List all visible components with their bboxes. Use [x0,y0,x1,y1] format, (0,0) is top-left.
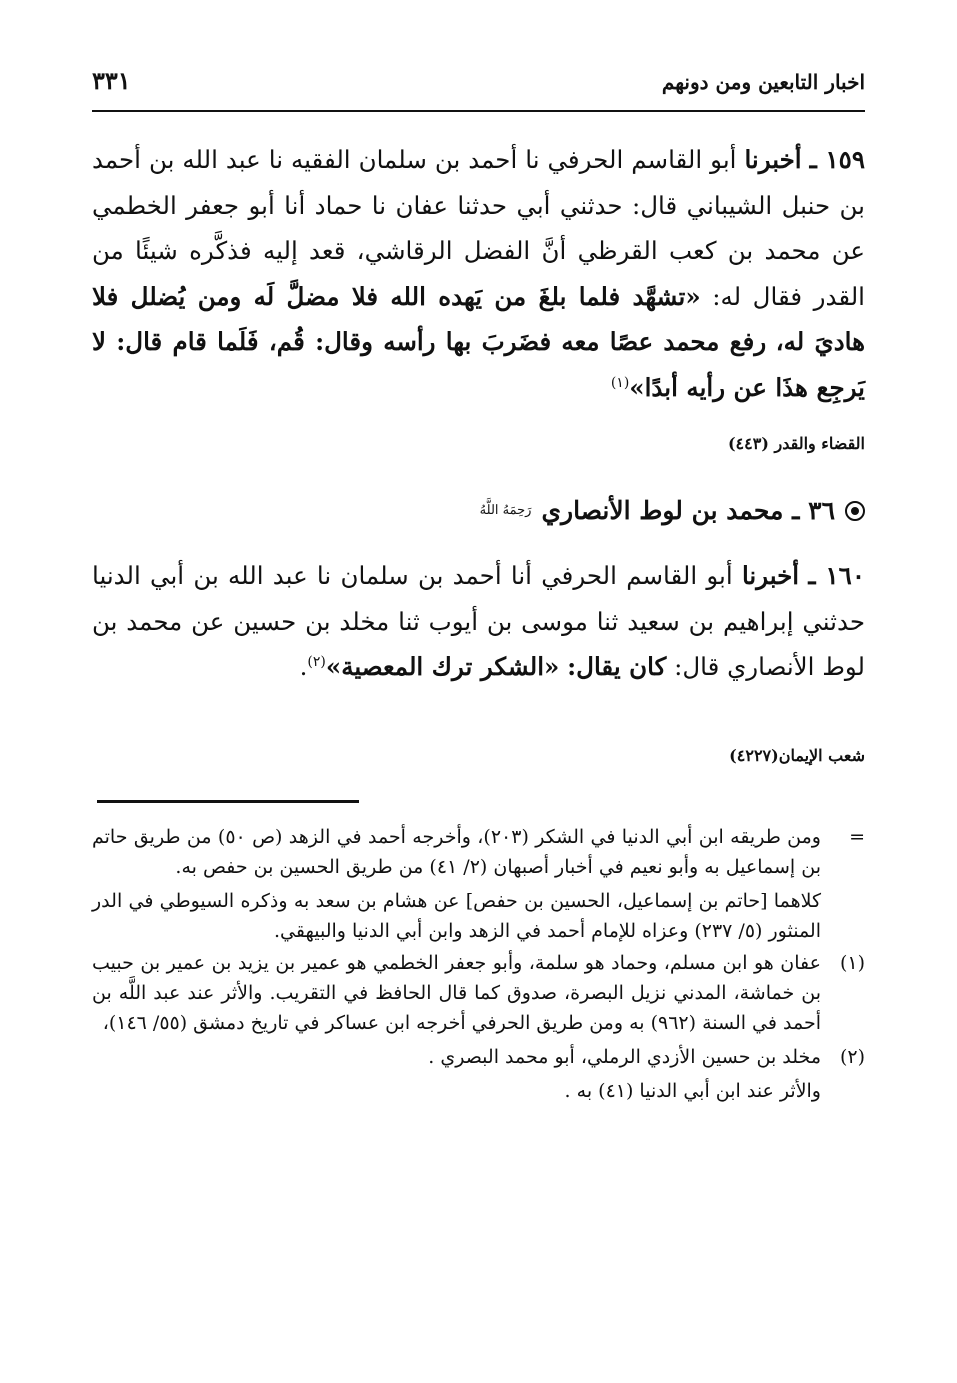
footnote-mark: (١) [839,952,865,974]
footnote-text: مخلد بن حسين الأزدي الرملي، أبو محمد البصري . [428,1046,821,1068]
footnote-continuation: والأثر عند ابن أبي الدنيا (٤١) به . [564,1080,821,1102]
source-reference: شعب الإيمان(٤٢٢٧) [729,746,865,765]
footnote-mark: (٢) [839,1046,865,1068]
footnote-text: عفان هو ابن مسلم، وحماد هو سلمة، وأبو جعفر الخطمي هو عمير بن يزيد بن عمير بن حبيب بن خماشة، المدني نزيل البصرة، صدوق كما قال الحافظ في التقريب. والأثر عند عبد اللَّه بن أحمد في السنة (٩٦٢) به ومن طريق الحرفي أخرجه ابن عساكر في تاريخ دمشق (٥٥/ ١٤٦)، [92,952,821,1034]
hadith-end: . [299,652,308,681]
hadith-number: ١٥٩ ـ [809,145,865,174]
footnote-text: ومن طريقه ابن أبي الدنيا في الشكر (٢٠٣)، وأخرجه أحمد في الزهد (ص ٥٠) من طريق حاتم بن إسماعيل به وأبو نعيم في أخبار أصبهان (٢/ ٤١) من طريق الحسين بن حفص به. [92,826,821,878]
footnote-item [92,948,865,1038]
running-title: اخبار التابعين ومن دونهم [661,70,865,94]
hadith-keyword-2: كان يقال: [567,652,667,681]
footnote-ref: (٢) [307,653,326,670]
flower-icon [845,501,865,521]
footnote-mark: = [849,826,865,848]
hadith-159 [92,137,865,410]
hadith-quote: «الشكر ترك المعصية» [325,652,560,681]
footnote-item [92,822,865,946]
hadith-keyword: أخبرنا [744,145,802,174]
hadith-quote: «تشهَّد فلما بلغَ من يَهده الله فلا مضلَّ لَه ومن يُضلل فلا هاديَ له، [92,281,865,356]
hadith-text: أبو القاسم الحرفي أنا أحمد بن سلمان نا عبد الله بن أبي الدنيا حدثني إبراهيم بن سعيد ثنا موسى بن أيوب ثنا مخلد بن حسين عن محمد بن لوط الأنصاري قال: [92,561,865,681]
honorific: رَحِمَهُ اللَّهُ [479,503,532,518]
chapter-title: ٣٦ ـ محمد بن لوط الأنصاري [541,496,835,525]
hadith-160 [92,553,865,690]
hadith-text: أبو القاسم الحرفي نا أحمد بن سلمان الفقيه نا عبد الله بن أحمد بن حنبل الشيباني قال: حدثني أبي حدثنا عفان نا حماد أنا أبو جعفر الخطمي عن محمد بن كعب القرظي أنَّ الفضل الرقاشي، قعد إليه فذكَّره شيئًا من القدر فقال له: [92,145,865,311]
footnote-ref: (١) [610,374,630,391]
header-rule [92,110,865,112]
hadith-number: ١٦٠ ـ [808,561,865,590]
footnote-item [92,1042,865,1106]
footnote-continuation: كلاهما [حاتم بن إسماعيل، الحسين بن حفص] عن هشام بن سعد به وذكره السيوطي في الدر المنثور (٥/ ٢٣٧) وعزاه للإمام أحمد في الزهد وابن أبي الدنيا والبيهقي. [92,890,821,942]
page-header [92,66,865,106]
page-number: ٣٣١ [92,66,131,95]
hadith-quote-end: رفع محمد عصًا معه فضَربَ بها رأسه وقال: قُم، فَلَما قام قال: لا يَرجِع هذَا عن رأيه أبدًا» [92,327,865,402]
hadith-keyword: أخبرنا [741,561,800,590]
footnotes [92,822,865,1106]
source-reference: القضاء والقدر (٤٤٣) [727,434,865,453]
chapter-heading [480,496,865,525]
footnote-separator [97,800,359,803]
